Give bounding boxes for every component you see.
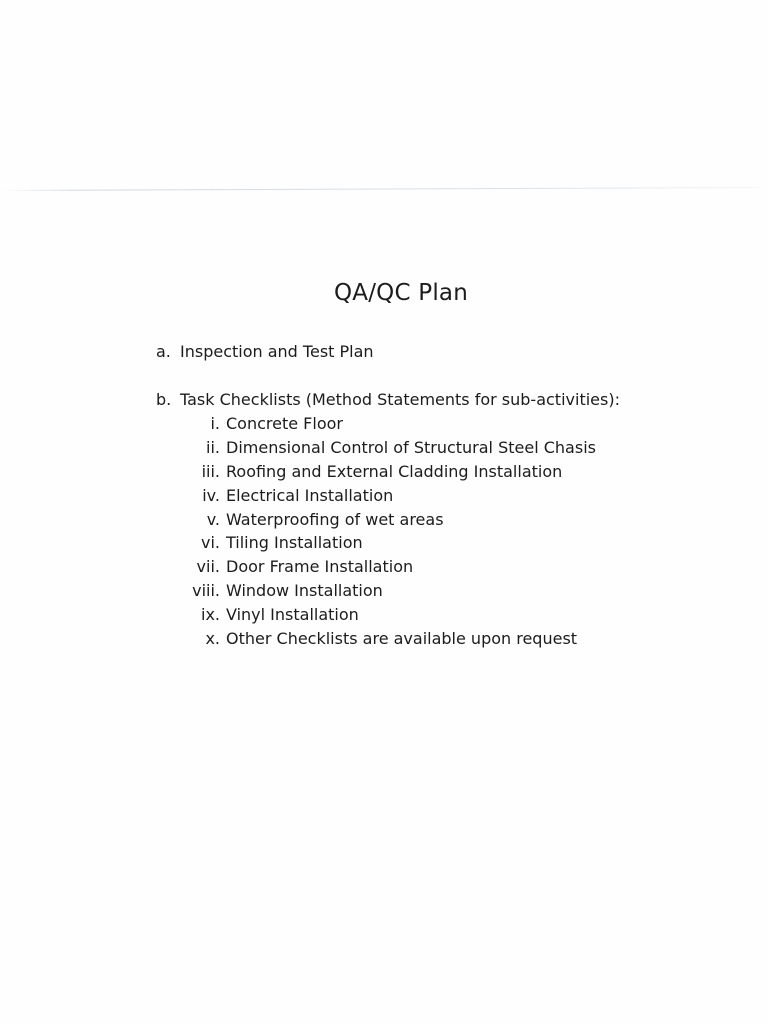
sublist-label: Waterproofing of wet areas — [226, 509, 444, 529]
list-marker: b. — [156, 390, 172, 409]
sublist-label: Window Installation — [226, 581, 383, 601]
scan-artifact-line — [0, 187, 760, 191]
list-item-inspection-test-plan — [156, 341, 374, 363]
sublist-marker: v. — [206, 509, 220, 529]
sublist-item — [170, 509, 650, 533]
sublist-label: Electrical Installation — [226, 485, 394, 505]
list-item-label: Inspection and Test Plan — [180, 342, 374, 361]
sublist-item — [170, 461, 650, 485]
sublist-label: Tiling Installation — [226, 533, 363, 553]
sublist-marker: viii. — [192, 581, 220, 601]
sublist-marker: vi. — [201, 533, 220, 553]
list-item-task-checklists — [156, 389, 620, 411]
sublist-item — [170, 556, 650, 580]
list-marker: a. — [156, 342, 171, 361]
sublist-item — [170, 604, 650, 628]
sublist-marker: x. — [205, 629, 220, 649]
sublist-item — [170, 485, 650, 509]
sublist-marker: iv. — [202, 485, 220, 505]
sublist-item — [170, 437, 650, 461]
sublist-item — [170, 580, 650, 604]
sublist-label: Roofing and External Cladding Installation — [226, 461, 563, 481]
sublist-item — [170, 413, 650, 437]
sublist-marker: i. — [210, 414, 220, 433]
sublist-label: Other Checklists are available upon request — [226, 629, 578, 649]
sublist-marker: iii. — [201, 461, 220, 481]
sublist-label: Door Frame Installation — [226, 557, 414, 577]
sublist-marker: ix. — [201, 605, 220, 625]
sublist-label: Dimensional Control of Structural Steel Chasis — [226, 437, 596, 457]
sublist-marker: vii. — [196, 557, 220, 577]
sublist-item — [170, 628, 650, 652]
document-title: QA/QC Plan — [334, 280, 468, 306]
sublist-marker: ii. — [206, 437, 220, 457]
list-item-label: Task Checklists (Method Statements for sub-activities): — [180, 390, 620, 409]
sublist-label: Concrete Floor — [226, 414, 343, 433]
checklist-sublist — [170, 413, 650, 652]
sublist-item — [170, 532, 650, 556]
sublist-label: Vinyl Installation — [226, 605, 359, 625]
